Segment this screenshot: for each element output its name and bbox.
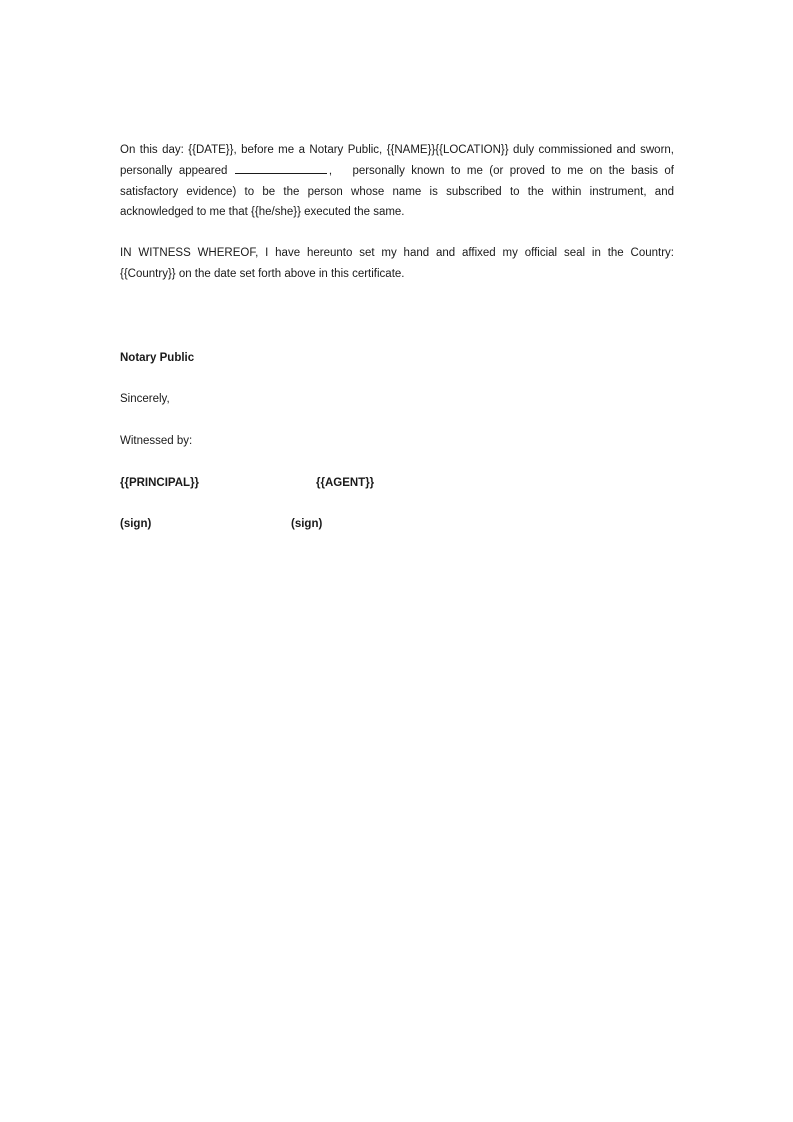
notary-statement-paragraph	[120, 140, 674, 223]
witness-whereof-paragraph: IN WITNESS WHEREOF, I have hereunto set my hand and affixed my official seal in the Country: {{Country}} on the date set forth above in this certificate.	[120, 247, 674, 280]
agent-sign-label: (sign)	[291, 518, 323, 530]
witnessed-by-label: Witnessed by:	[120, 435, 193, 447]
principal-placeholder: {{PRINCIPAL}}	[120, 477, 200, 489]
signature-row	[120, 516, 674, 532]
appeared-name-blank	[235, 161, 327, 174]
notary-statement-text-continued: personally known to me (or proved to me on the basis of satisfactory evidence) to be the person whose name is subscribed to the within instrument, and acknowledged to me that {{he/she}} executed the same.	[120, 164, 675, 219]
principal-sign-label: (sign)	[120, 518, 152, 530]
notary-public-heading: Notary Public	[120, 352, 195, 364]
notary-statement-comma: ,	[328, 164, 333, 177]
notary-statement-text: On this day: {{DATE}}, before me a Notary Public, {{NAME}}{{LOCATION}} duly commissioned and sworn, personally appeared	[120, 144, 674, 177]
sincerely-text: Sincerely,	[120, 393, 170, 405]
agent-placeholder: {{AGENT}}	[316, 477, 375, 489]
document-body	[120, 140, 674, 285]
signatory-names-row	[120, 475, 674, 491]
